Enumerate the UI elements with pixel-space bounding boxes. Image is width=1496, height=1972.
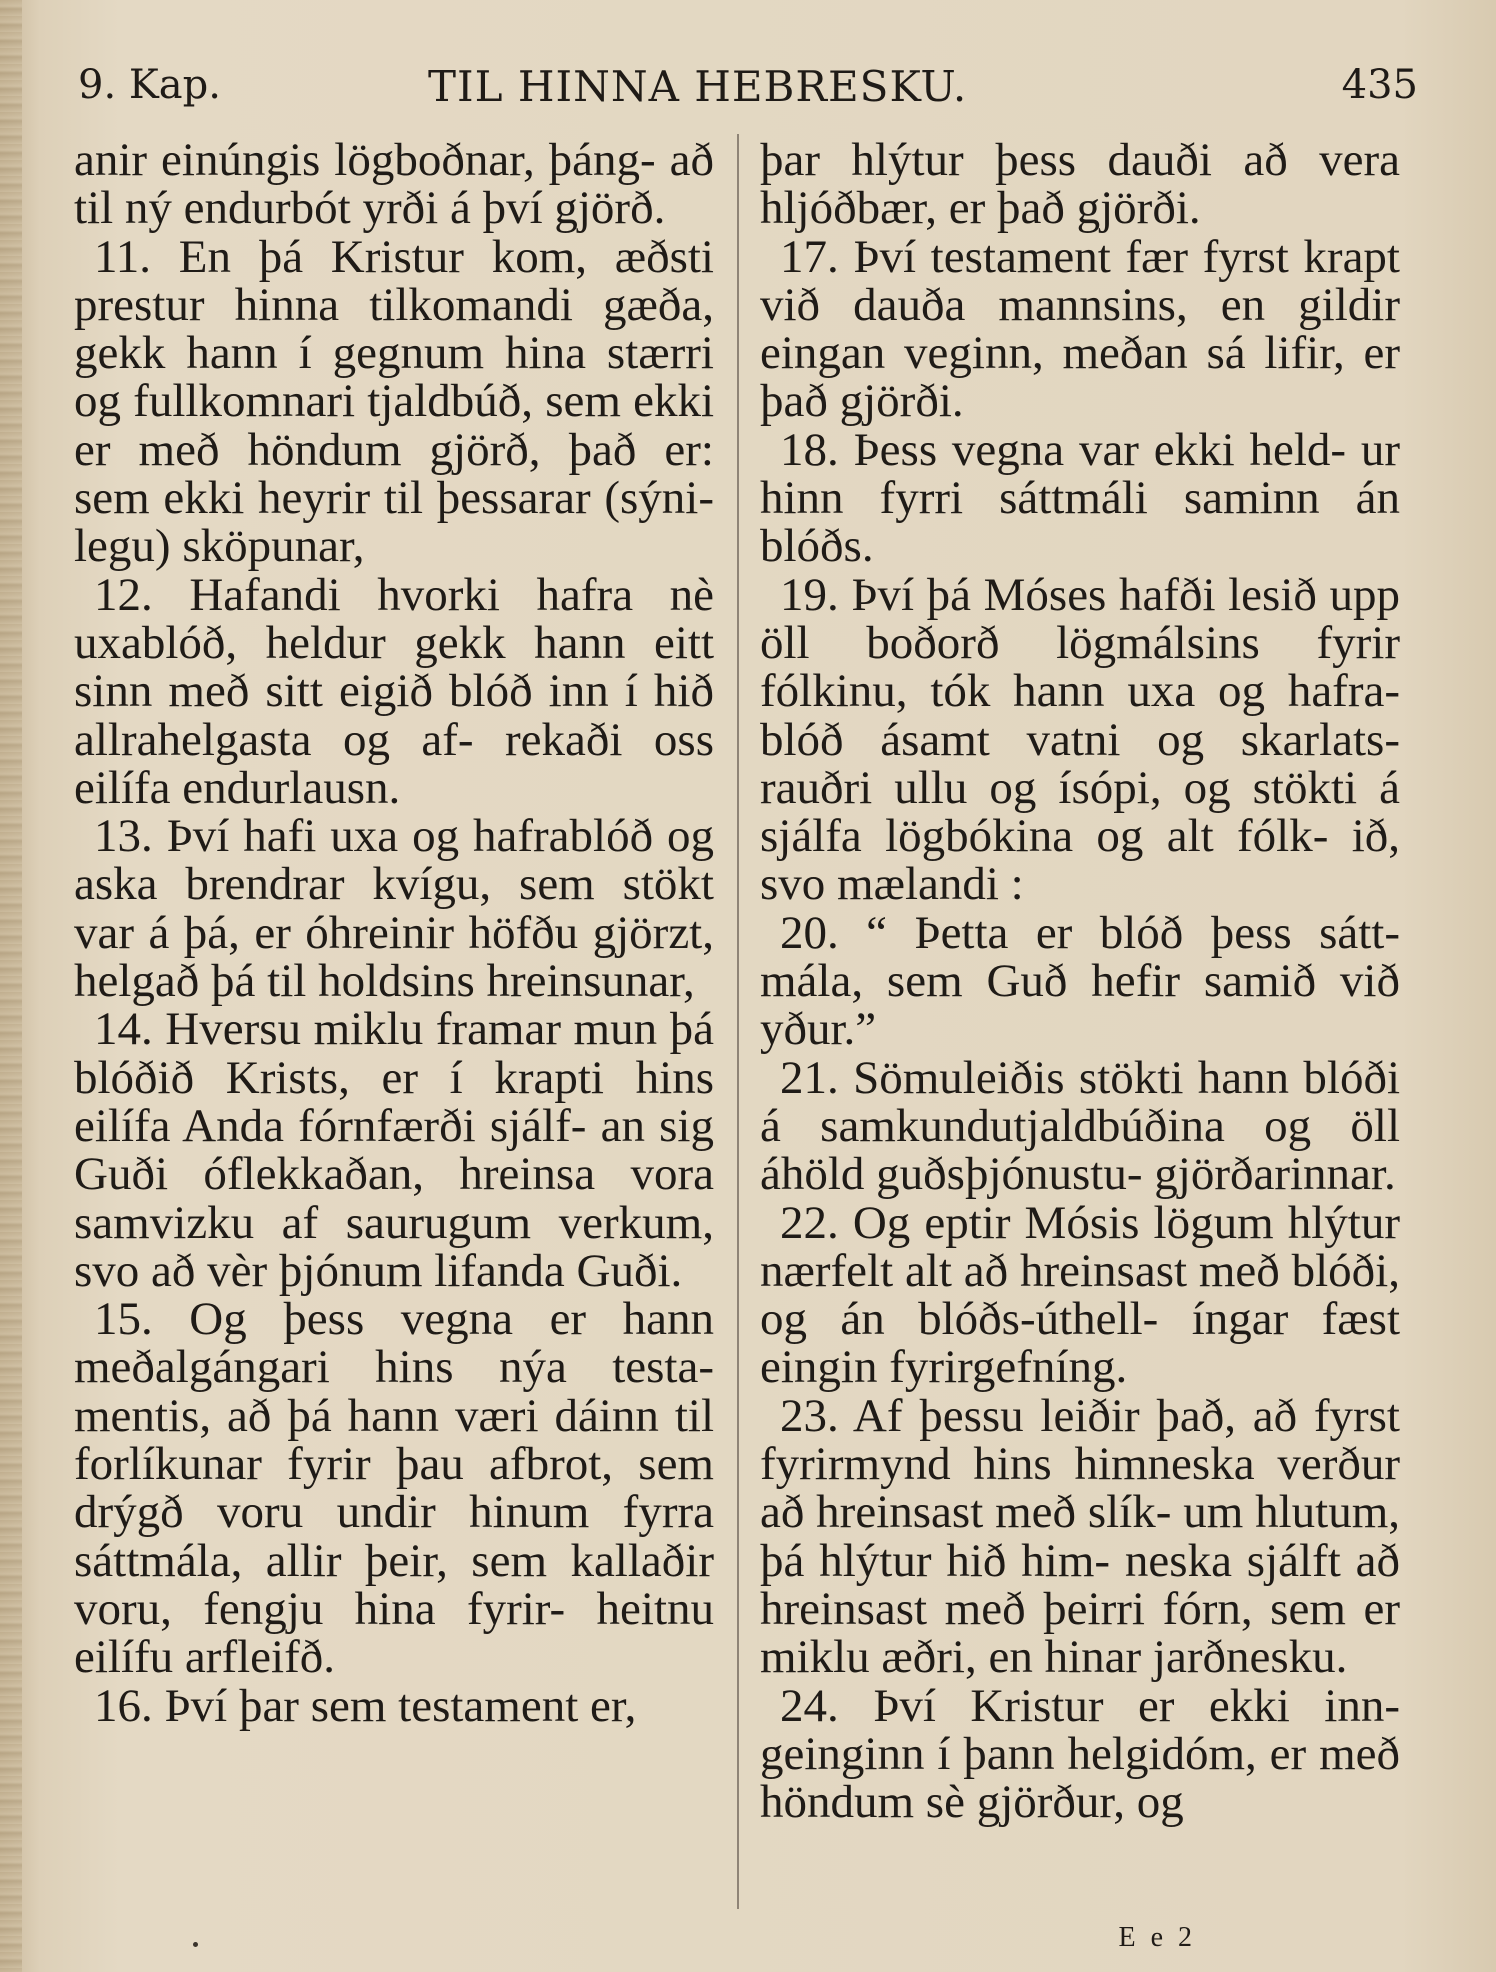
verse-19: 19. Því þá Móses hafði lesið upp öll boðorð lögmálsins fyrir fólkinu, tók hann uxa og hafra- blóð ásamt vatni og skarlats- rauðri ullu og ísópi, og stökti á sjálfa lögbókina og alt fólk- ið, svo mælandi : [760, 568, 1400, 911]
verse-17: 17. Því testament fær fyrst krapt við dauða mannsins, en gildir eingan veginn, meðan sá lifir, er það gjörði. [760, 230, 1400, 428]
page-edge-shadow [0, 0, 22, 1972]
verse-11: 11. En þá Kristur kom, æðsti prestur hinna tilkomandi gæða, gekk hann í gegnum hina stærri og fullkomnari tjaldbúð, sem ekki er með höndum gjörð, það er: sem ekki heyrir til þessarar (sýni- legu) sköpunar, [74, 230, 714, 573]
verse-18: 18. Þess vegna var ekki held- ur hinn fyrri sáttmáli saminn án blóðs. [760, 423, 1400, 573]
left-column [74, 136, 714, 1730]
column-divider [737, 134, 739, 1909]
verse-22: 22. Og eptir Mósis lögum hlýtur nærfelt alt að hreinsast með blóði, og án blóðs-úthell- íngar fæst eingin fyrirgefníng. [760, 1196, 1400, 1394]
running-header [78, 62, 1418, 122]
verse-23: 23. Af þessu leiðir það, að fyrst fyrirmynd hins himneska verður að hreinsast með slík- um hlutum, þá hlýtur hið him- neska sjálft að hreinsast með þeirri fórn, sem er miklu æðri, en hinar jarðnesku. [760, 1389, 1400, 1684]
verse-20: 20. “ Þetta er blóð þess sátt- mála, sem Guð hefir samið við yður.” [760, 906, 1400, 1056]
page-title: TIL HINNA HEBRESKU. [428, 62, 968, 111]
verse-12: 12. Hafandi hvorki hafra nè uxablóð, heldur gekk hann eitt sinn með sitt eigið blóð inn í hið allrahelgasta og af- rekaði oss eilífa endurlausn. [74, 568, 714, 814]
ink-speck [193, 1942, 198, 1947]
verse-16: 16. Því þar sem testament er, [94, 1679, 637, 1732]
verse-15: 15. Og þess vegna er hann meðalgángari hins nýa testa- mentis, að þá hann væri dáinn til forlíkunar fyrir þau afbrot, sem drýgð voru undir hinum fyrra sáttmála, allir þeir, sem kallaðir voru, fengju hina fyrir- heitnu eilífu arfleifð. [74, 1293, 714, 1684]
page-number: 435 [1341, 62, 1418, 108]
continuation-paragraph: þar hlýtur þess dauði að vera hljóðbær, er það gjörði. [760, 134, 1400, 235]
signature-mark: E e 2 [1118, 1922, 1196, 1953]
verse-13: 13. Því hafi uxa og hafrablóð og aska brendrar kvígu, sem stökt var á þá, er óhreinir höfðu gjörzt, helgað þá til holdsins hreinsunar, [74, 810, 714, 1008]
verse-24: 24. Því Kristur er ekki inn- geinginn í þann helgidóm, er með höndum sè gjörður, og [760, 1679, 1400, 1829]
verse-21: 21. Sömuleiðis stökti hann blóði á samkundutjaldbúðina og öll áhöld guðsþjónustu- gjörðarinnar. [760, 1051, 1400, 1201]
chapter-label: 9. Kap. [78, 62, 221, 108]
continuation-paragraph: anir einúngis lögboðnar, þáng- að til ný endurbót yrði á því gjörð. [74, 134, 714, 235]
right-column [760, 134, 1400, 1829]
verse-14: 14. Hversu miklu framar mun þá blóðið Krists, er í krapti hins eilífa Anda fórnfærði sjálf- an sig Guði óflekkaðan, hreinsa vora samvizku af saurugum verkum, svo að vèr þjónum lifanda Guði. [74, 1003, 714, 1297]
